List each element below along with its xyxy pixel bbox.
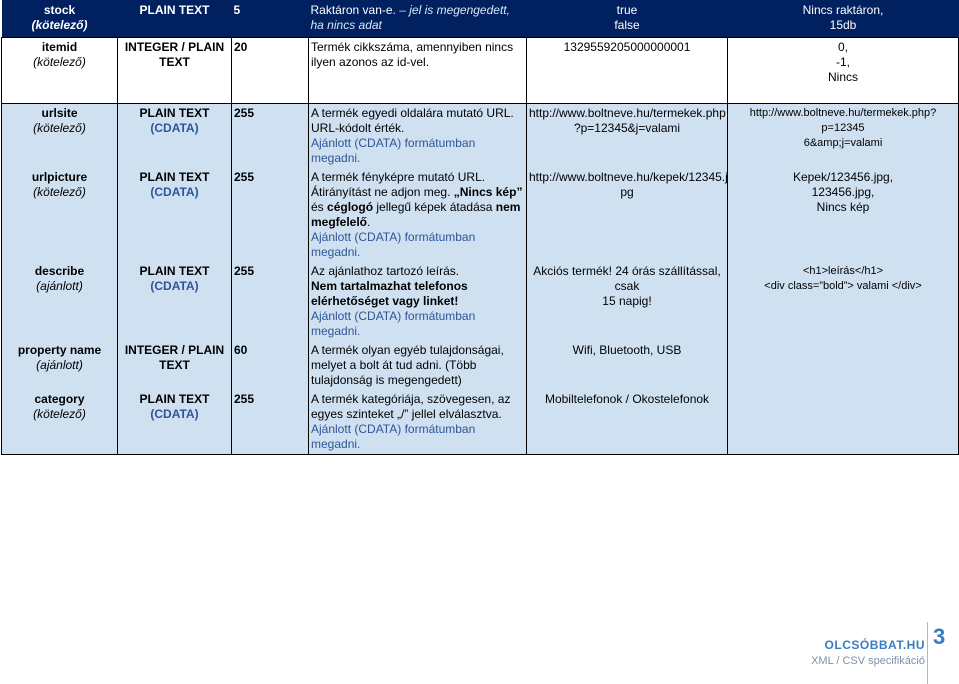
page-footer — [811, 634, 925, 667]
field-description — [309, 0, 527, 38]
field-description — [309, 104, 527, 169]
field-length: 255 — [232, 168, 309, 262]
field-length: 255 — [232, 262, 309, 341]
field-type-cell — [118, 341, 232, 390]
field-type-cell — [118, 262, 232, 341]
description-segment: és — [311, 200, 328, 214]
table-row-property — [2, 341, 959, 390]
field-name: category — [34, 392, 85, 406]
description-emphasis: Nem tartalmazhat telefonos elérhetőséget vagy linket! — [311, 279, 468, 308]
field-type: INTEGER / PLAIN — [124, 343, 225, 357]
example-cell — [527, 168, 728, 262]
description-cdata-note: Ajánlott (CDATA) formátumban megadni. — [311, 136, 476, 165]
field-requirement: (kötelező) — [33, 407, 86, 421]
field-type: INTEGER / PLAIN — [124, 40, 225, 54]
example-cell — [527, 262, 728, 341]
invalid-example-cell — [728, 0, 959, 38]
field-name: property name — [17, 343, 102, 357]
field-name-cell — [2, 390, 118, 455]
description-text: A termék kategóriája, szövegesen, az egyes szinteket „/” jellel elválasztva. — [311, 392, 511, 421]
table-row-describe — [2, 262, 959, 341]
field-description: Termék cikkszáma, amennyiben nincs ilyen azonos az id-vel. — [309, 38, 527, 104]
description-emphasis: céglogó — [327, 200, 374, 214]
example-value: pg — [620, 185, 634, 199]
field-type-cdata: (CDATA) — [150, 279, 199, 293]
invalid-example-value: 0, — [837, 40, 848, 54]
field-requirement: (ajánlott) — [36, 279, 83, 293]
field-type-cell — [118, 390, 232, 455]
table-row-itemid — [2, 38, 959, 104]
invalid-example-value: Nincs raktáron, — [802, 3, 884, 17]
field-type-cdata: (CDATA) — [150, 407, 199, 421]
example-cell — [527, 341, 728, 390]
description-cdata-note: Ajánlott (CDATA) formátumban megadni. — [311, 309, 476, 338]
field-requirement: (kötelező) — [33, 55, 86, 69]
invalid-example-value: -1, — [835, 55, 850, 69]
field-type: PLAIN TEXT — [139, 106, 210, 120]
field-type-cell — [118, 38, 232, 104]
description-segment: jellegű képek átadása — [373, 200, 496, 214]
field-requirement: (kötelező) — [33, 185, 86, 199]
invalid-example-value: 123456.jpg, — [811, 185, 875, 199]
field-type: PLAIN TEXT — [139, 392, 210, 406]
invalid-example-value: 15db — [829, 18, 857, 32]
example-value: http://www.boltneve.hu/termekek.php — [529, 106, 726, 120]
field-requirement: (ajánlott) — [36, 358, 83, 372]
field-type-cell — [118, 0, 232, 38]
field-description — [309, 168, 527, 262]
description-emphasis: nem megfelelő — [311, 200, 521, 229]
invalid-example-value: Nincs kép — [816, 200, 870, 214]
field-type: TEXT — [159, 358, 190, 372]
field-length: 20 — [232, 38, 309, 104]
field-name: describe — [34, 264, 85, 278]
invalid-example-value: Nincs — [827, 70, 858, 84]
description-cdata-note: Ajánlott (CDATA) formátumban megadni. — [311, 230, 476, 259]
invalid-example-value: <h1>leírás</h1> — [802, 265, 884, 277]
invalid-example-cell — [728, 341, 959, 390]
field-name-cell — [2, 0, 118, 38]
description-cdata-note: Ajánlott (CDATA) formátumban megadni. — [311, 422, 476, 451]
description-emphasis: „Nincs kép” — [453, 185, 523, 199]
table-row-category — [2, 390, 959, 455]
field-name: urlsite — [41, 106, 78, 120]
invalid-example-value: http://www.boltneve.hu/termekek.php?p=12345 — [749, 107, 937, 134]
field-type: PLAIN TEXT — [139, 264, 210, 278]
field-requirement: (kötelező) — [31, 18, 88, 32]
table-row-urlsite — [2, 104, 959, 169]
invalid-example-cell — [728, 390, 959, 455]
brand-logo-text: OLCSÓBBAT.HU — [824, 638, 925, 652]
invalid-example-value: Kepek/123456.jpg, — [792, 170, 894, 184]
description-text: URL-kódolt érték. — [311, 121, 405, 135]
description-text: Raktáron van-e. — [310, 3, 400, 17]
field-type: TEXT — [159, 55, 190, 69]
example-value: 15 napig! — [602, 294, 652, 308]
invalid-example-cell — [728, 104, 959, 169]
field-type: PLAIN TEXT — [139, 3, 210, 17]
field-type-cell — [118, 168, 232, 262]
document-subtitle: XML / CSV specifikáció — [811, 655, 925, 667]
example-value: true — [616, 3, 638, 17]
field-name-cell — [2, 262, 118, 341]
field-name: stock — [43, 3, 76, 17]
example-value: false — [614, 18, 640, 32]
field-name: urlpicture — [31, 170, 88, 184]
example-cell — [527, 390, 728, 455]
field-description — [309, 262, 527, 341]
example-value: Akciós termék! 24 órás szállítással, csak — [533, 264, 721, 293]
field-name-cell — [2, 341, 118, 390]
description-text — [311, 185, 524, 200]
field-requirement: (kötelező) — [33, 121, 86, 135]
example-value: Mobiltelefonok / Okostelefonok — [544, 392, 710, 406]
description-text: A termék fényképre mutató URL. — [311, 170, 486, 184]
field-type-cdata: (CDATA) — [150, 185, 199, 199]
field-length: 255 — [232, 104, 309, 169]
field-description — [309, 390, 527, 455]
field-description: A termék olyan egyéb tulajdonságai, melyet a bolt át tud adni. (Több tulajdonság is megengedett) — [309, 341, 527, 390]
example-cell — [527, 38, 728, 104]
example-cell — [527, 104, 728, 169]
example-value: 1329559205000000001 — [563, 40, 691, 54]
description-segment: . — [367, 215, 371, 229]
footer-divider — [927, 622, 928, 684]
field-length: 60 — [232, 341, 309, 390]
spec-table — [1, 0, 959, 455]
invalid-example-value: 6&amp;j=valami — [803, 137, 883, 149]
description-text: A termék egyedi oldalára mutató URL. — [311, 106, 514, 120]
field-type-cell — [118, 104, 232, 169]
invalid-example-value: <div class=”bold”> valami </div> — [764, 280, 922, 292]
example-value: Wifi, Bluetooth, USB — [572, 343, 682, 357]
invalid-example-cell — [728, 262, 959, 341]
field-type-cdata: (CDATA) — [150, 121, 199, 135]
field-type: PLAIN TEXT — [139, 170, 210, 184]
example-value: ?p=12345&j=valami — [573, 121, 681, 135]
field-name-cell — [2, 38, 118, 104]
page-number: 3 — [933, 624, 946, 649]
invalid-example-cell — [728, 38, 959, 104]
field-length: 5 — [233, 3, 241, 17]
table-row-urlpicture — [2, 168, 959, 262]
example-cell — [527, 0, 728, 38]
description-note: – jel is megengedett, ha nincs adat — [310, 3, 510, 32]
example-value: http://www.boltneve.hu/kepek/12345.j — [529, 170, 728, 184]
field-name-cell — [2, 104, 118, 169]
invalid-example-cell — [728, 168, 959, 262]
description-text — [311, 200, 524, 230]
field-length: 255 — [232, 390, 309, 455]
description-segment: Átirányítást ne adjon meg. — [311, 185, 454, 199]
description-text: Az ajánlathoz tartozó leírás. — [311, 264, 460, 278]
table-row-stock — [2, 0, 959, 38]
field-name: itemid — [41, 40, 78, 54]
field-name-cell — [2, 168, 118, 262]
